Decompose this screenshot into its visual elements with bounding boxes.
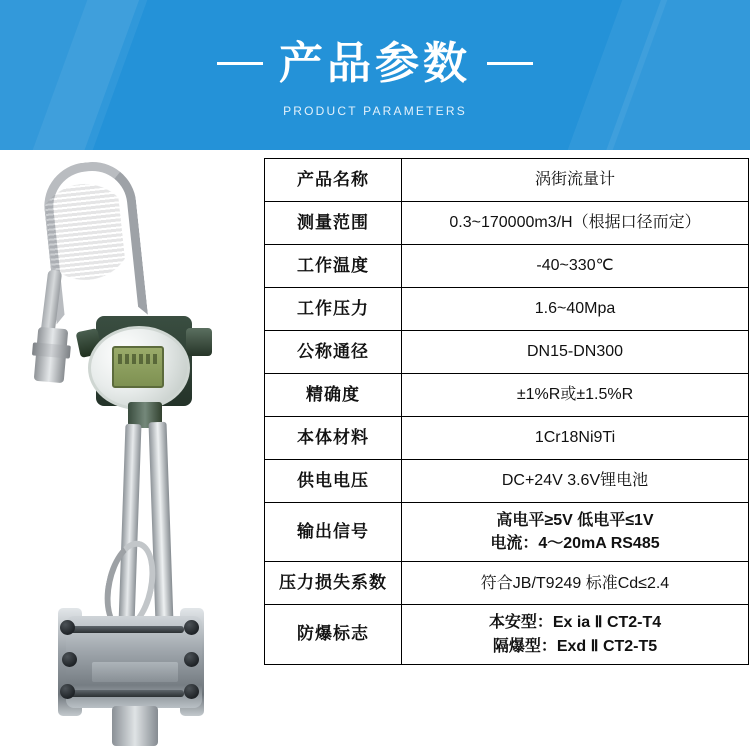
parameter-value-line: ±1%R或±1.5%R (516, 386, 634, 404)
parameter-value-line: 电流：4～20mA RS485 (490, 535, 660, 553)
parameter-name-cell: 公称通径 (265, 331, 402, 374)
parameter-value-cell (402, 288, 749, 331)
parameter-name-cell: 产品名称 (265, 159, 402, 202)
flange-bolt (60, 684, 75, 699)
parameter-value-cell (402, 331, 749, 374)
table-row (265, 245, 749, 288)
parameter-name-cell: 工作温度 (265, 245, 402, 288)
lcd-readout-lines (118, 354, 158, 364)
parameter-value-line: 1.6~40Mpa (534, 300, 616, 318)
parameter-value-line: 隔爆型：Exd Ⅱ CT2-T5 (492, 637, 658, 655)
flange-bolt (62, 652, 77, 667)
flange-bolt (184, 652, 199, 667)
parameter-value-line: DN15-DN300 (526, 343, 624, 361)
tie-rod (68, 690, 184, 697)
title-rule-right (487, 62, 533, 65)
parameter-name-cell: 防爆标志 (265, 605, 402, 664)
parameter-value-cell (402, 417, 749, 460)
transmitter-port-right (186, 328, 212, 356)
page-subtitle: PRODUCT PARAMETERS (283, 104, 467, 119)
flange-bolt (184, 684, 199, 699)
parameter-value-line: 1Cr18Ni9Ti (534, 429, 616, 447)
banner-title-row (201, 40, 549, 88)
parameter-name-cell: 工作压力 (265, 288, 402, 331)
table-row (265, 374, 749, 417)
parameter-value-line: 0.3~170000m3/H（根据口径而定） (449, 214, 701, 232)
table-row (265, 562, 749, 605)
table-body (265, 159, 749, 665)
parameter-value-line: DC+24V 3.6V锂电池 (501, 472, 649, 490)
parameter-value-cell (402, 503, 749, 562)
table-row (265, 288, 749, 331)
table-row (265, 202, 749, 245)
parameter-value-cell (402, 374, 749, 417)
parameter-name-cell: 本体材料 (265, 417, 402, 460)
table-row (265, 159, 749, 202)
product-photo-stage (0, 150, 262, 656)
page-title: 产品参数 (279, 38, 471, 88)
product-photo (0, 150, 262, 656)
parameter-value-cell (402, 460, 749, 503)
banner-content (0, 0, 750, 150)
page-header-banner (0, 0, 750, 150)
parameter-name-cell: 精确度 (265, 374, 402, 417)
table-row (265, 503, 749, 562)
tie-rod (68, 626, 184, 633)
parameter-value-line: 符合JB/T9249 标准Cd≤2.4 (480, 574, 670, 592)
parameter-name-cell: 供电电压 (265, 460, 402, 503)
flange-bolt (184, 620, 199, 635)
parameter-name-cell: 测量范围 (265, 202, 402, 245)
parameter-value-cell (402, 159, 749, 202)
parameter-value-cell (402, 245, 749, 288)
product-parameters-table (264, 158, 749, 665)
table-row (265, 331, 749, 374)
parameter-value-line: 高电平≥5V 低电平≤1V (496, 512, 654, 529)
parameter-value-cell (402, 562, 749, 605)
table-row (265, 460, 749, 503)
title-rule-left (217, 62, 263, 65)
parameter-value-line: 本安型：Ex ia Ⅱ CT2-T4 (488, 614, 662, 632)
parameter-value-cell (402, 605, 749, 664)
parameter-value-line: 涡街流量计 (534, 171, 615, 189)
parameter-name-cell: 压力损失系数 (265, 562, 402, 605)
table-row (265, 605, 749, 664)
outlet-pipe (112, 706, 158, 746)
parameter-value-cell (402, 202, 749, 245)
table-row (265, 417, 749, 460)
flange-bolt (60, 620, 75, 635)
parameter-name-cell: 输出信号 (265, 503, 402, 562)
conduit-fitting (34, 327, 69, 383)
parameter-value-line: -40~330℃ (536, 257, 614, 275)
transmitter-lcd-screen (112, 346, 164, 388)
meter-nameplate (92, 662, 178, 682)
